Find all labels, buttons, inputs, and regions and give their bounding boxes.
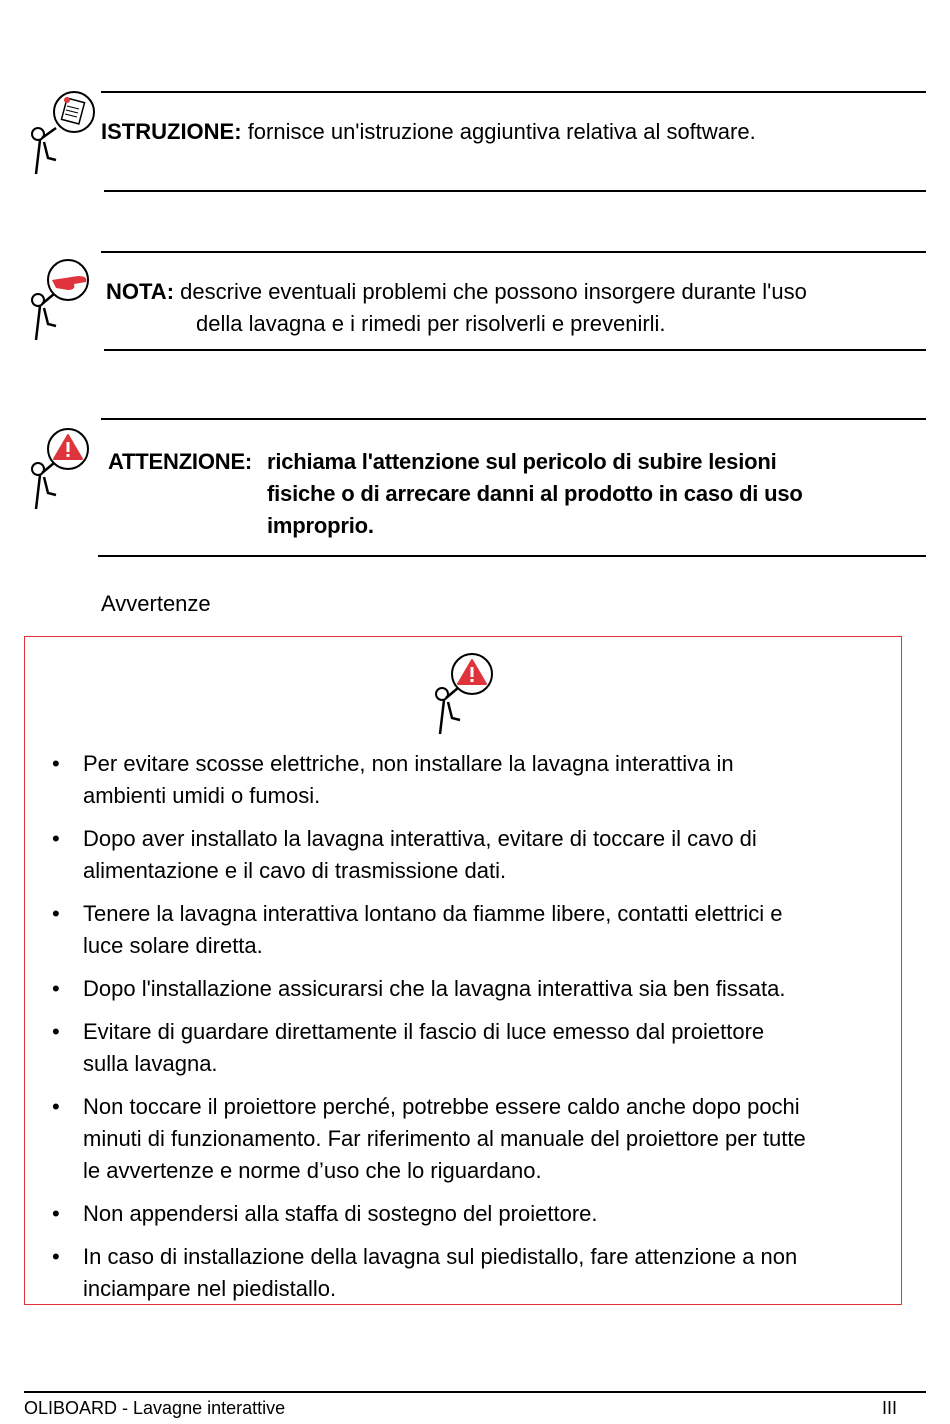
nota-bottom-rule: [104, 349, 926, 351]
list-item: [0, 973, 883, 1005]
nota-notice: [106, 276, 926, 308]
document-figure-icon: [26, 88, 96, 178]
list-item-line: Dopo aver installato la lavagna interattiva, evitare di toccare il cavo di: [83, 826, 757, 851]
bullet: •: [52, 1201, 60, 1226]
bullet: •: [52, 751, 60, 776]
avvertenze-list: [0, 748, 900, 1316]
avvertenze-heading: Avvertenze: [101, 591, 211, 616]
bullet: •: [52, 826, 60, 851]
attenzione-line1: richiama l'attenzione sul pericolo di subire lesioni: [267, 449, 777, 474]
bullet: •: [52, 1019, 60, 1044]
istruzione-label: ISTRUZIONE:: [101, 119, 242, 144]
attenzione-line3: improprio.: [267, 513, 374, 538]
footer-title: OLIBOARD - Lavagne interattive: [24, 1398, 286, 1418]
nota-line1: descrive eventuali problemi che possono insorgere durante l'uso: [180, 279, 807, 304]
list-item-line: luce solare diretta.: [83, 933, 263, 958]
nota-label: NOTA:: [106, 279, 175, 304]
list-item: [0, 1091, 883, 1187]
nota-top-rule: [101, 251, 926, 253]
list-item-line: Dopo l'installazione assicurarsi che la lavagna interattiva sia ben fissata.: [83, 976, 786, 1001]
bullet: •: [52, 1244, 60, 1269]
istruzione-text: fornisce un'istruzione aggiuntiva relativa al software.: [247, 119, 756, 144]
list-item-line: ambienti umidi o fumosi.: [83, 783, 321, 808]
istruzione-bottom-rule: [104, 190, 926, 192]
list-item: [0, 748, 883, 812]
list-item: [0, 1241, 883, 1305]
list-item-line: minuti di funzionamento. Far riferimento al manuale del proiettore per tutte: [83, 1126, 806, 1151]
attenzione-label: ATTENZIONE:: [108, 449, 253, 474]
list-item: [0, 898, 883, 962]
bullet: •: [52, 901, 60, 926]
list-item-line: In caso di installazione della lavagna sul piedistallo, fare attenzione a non: [83, 1244, 798, 1269]
list-item-line: Non appendersi alla staffa di sostegno del proiettore.: [83, 1201, 598, 1226]
warning-figure-icon: [430, 648, 500, 738]
list-item-line: Per evitare scosse elettriche, non installare la lavagna interattiva in: [83, 751, 734, 776]
list-item: [0, 823, 883, 887]
list-item: [0, 1016, 883, 1080]
istruzione-notice: [101, 116, 921, 148]
attenzione-bottom-rule: [98, 555, 926, 557]
bullet: •: [52, 976, 60, 1001]
list-item-line: sulla lavagna.: [83, 1051, 218, 1076]
nota-line2: della lavagna e i rimedi per risolverli e prevenirli.: [196, 311, 666, 336]
list-item: [0, 1198, 883, 1230]
attenzione-line2: fisiche o di arrecare danni al prodotto in caso di uso: [267, 481, 803, 506]
warning-figure-icon: [26, 423, 96, 513]
attenzione-top-rule: [101, 418, 926, 420]
list-item-line: Non toccare il proiettore perché, potrebbe essere caldo anche dopo pochi: [83, 1094, 800, 1119]
list-item-line: alimentazione e il cavo di trasmissione dati.: [83, 858, 507, 883]
page-number: III: [882, 1398, 898, 1418]
list-item-line: Evitare di guardare direttamente il fascio di luce emesso dal proiettore: [83, 1019, 765, 1044]
footer-rule: [24, 1391, 926, 1393]
bullet: •: [52, 1094, 60, 1119]
istruzione-top-rule: [101, 91, 926, 93]
list-item-line: le avvertenze e norme d’uso che lo riguardano.: [83, 1158, 542, 1183]
pointing-hand-figure-icon: [26, 254, 96, 344]
list-item-line: Tenere la lavagna interattiva lontano da fiamme libere, contatti elettrici e: [83, 901, 783, 926]
list-item-line: inciampare nel piedistallo.: [83, 1276, 337, 1301]
